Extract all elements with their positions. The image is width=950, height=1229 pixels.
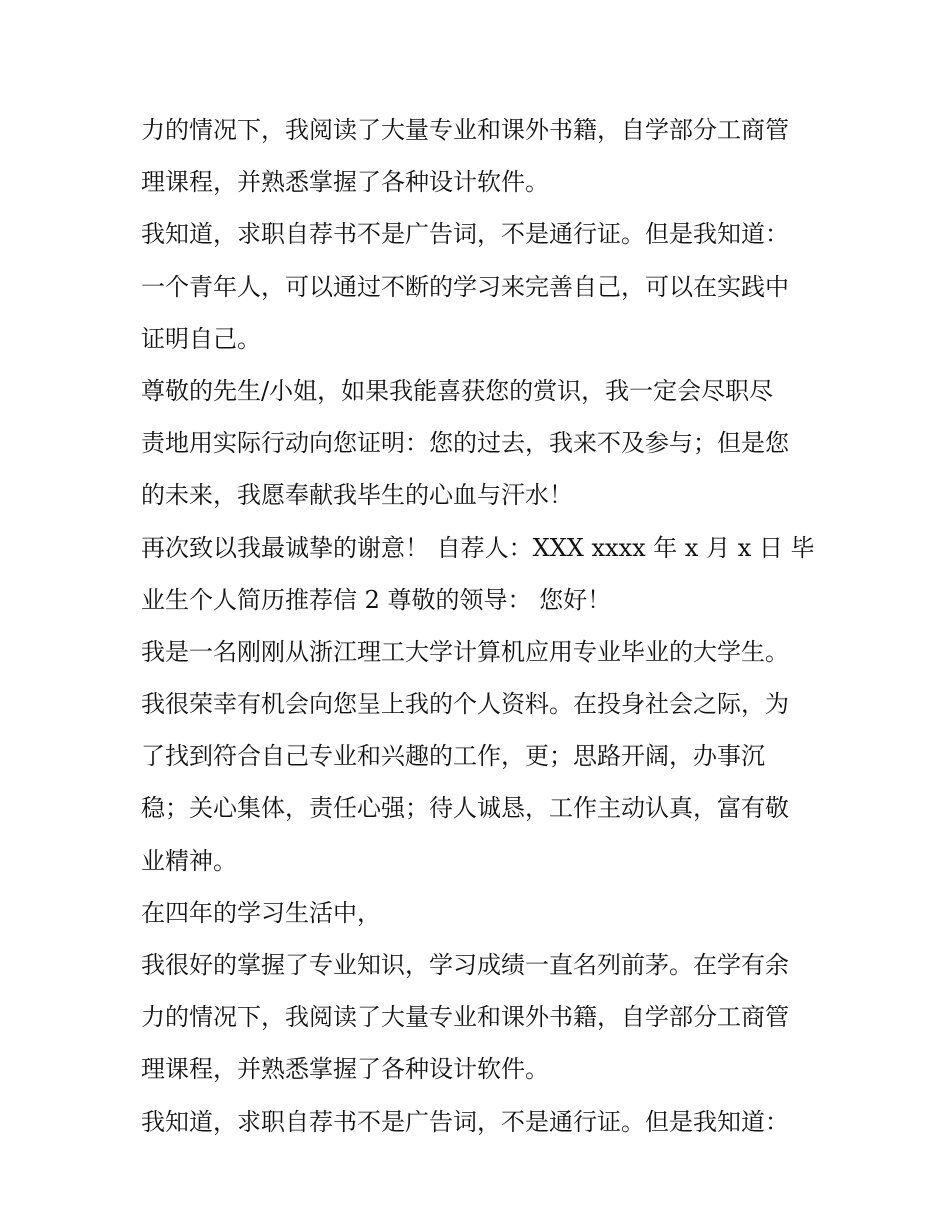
text-line: 稳；关心集体，责任心强；待人诚恳，工作主动认真，富有敬	[141, 794, 789, 823]
text-line: 我知道，求职自荐书不是广告词，不是通行证。但是我知道：	[141, 1107, 789, 1136]
text-line: 我是一名刚刚从浙江理工大学计算机应用专业毕业的大学生。	[141, 637, 789, 666]
text-line: 我知道，求职自荐书不是广告词，不是通行证。但是我知道：	[141, 220, 789, 249]
text-line: 尊敬的先生/小姐，如果我能喜获您的赏识，我一定会尽职尽	[141, 376, 774, 405]
text-line: 我很好的掌握了专业知识，学习成绩一直名列前茅。在学有余	[141, 951, 789, 979]
text-line: 证明自己。	[141, 324, 261, 353]
document-body	[141, 104, 821, 1148]
text-line: 理课程，并熟悉掌握了各种设计软件。	[141, 168, 549, 197]
text-line: 理课程，并熟悉掌握了各种设计软件。	[141, 1055, 549, 1084]
text-line: 责地用实际行动向您证明：您的过去，我来不及参与；但是您	[141, 429, 789, 458]
text-line: 我很荣幸有机会向您呈上我的个人资料。在投身社会之际，为	[141, 690, 789, 719]
text-line: 力的情况下，我阅读了大量专业和课外书籍，自学部分工商管	[141, 116, 789, 144]
text-line: 一个青年人，可以通过不断的学习来完善自己，可以在实践中	[141, 272, 789, 301]
text-line: 的未来，我愿奉献我毕生的心血与汗水！	[141, 481, 573, 510]
text-line: 了找到符合自己专业和兴趣的工作，更；思路开阔，办事沉	[141, 742, 765, 771]
text-line: 业生个人简历推荐信 2 尊敬的领导： 您好！	[141, 585, 612, 614]
text-line: 业精神。	[141, 846, 237, 875]
text-line: 再次致以我最诚挚的谢意！ 自荐人：XXX xxxx 年 x 月 x 日 毕	[141, 533, 815, 562]
text-line: 力的情况下，我阅读了大量专业和课外书籍，自学部分工商管	[141, 1003, 789, 1032]
text-line: 在四年的学习生活中，	[141, 898, 381, 927]
